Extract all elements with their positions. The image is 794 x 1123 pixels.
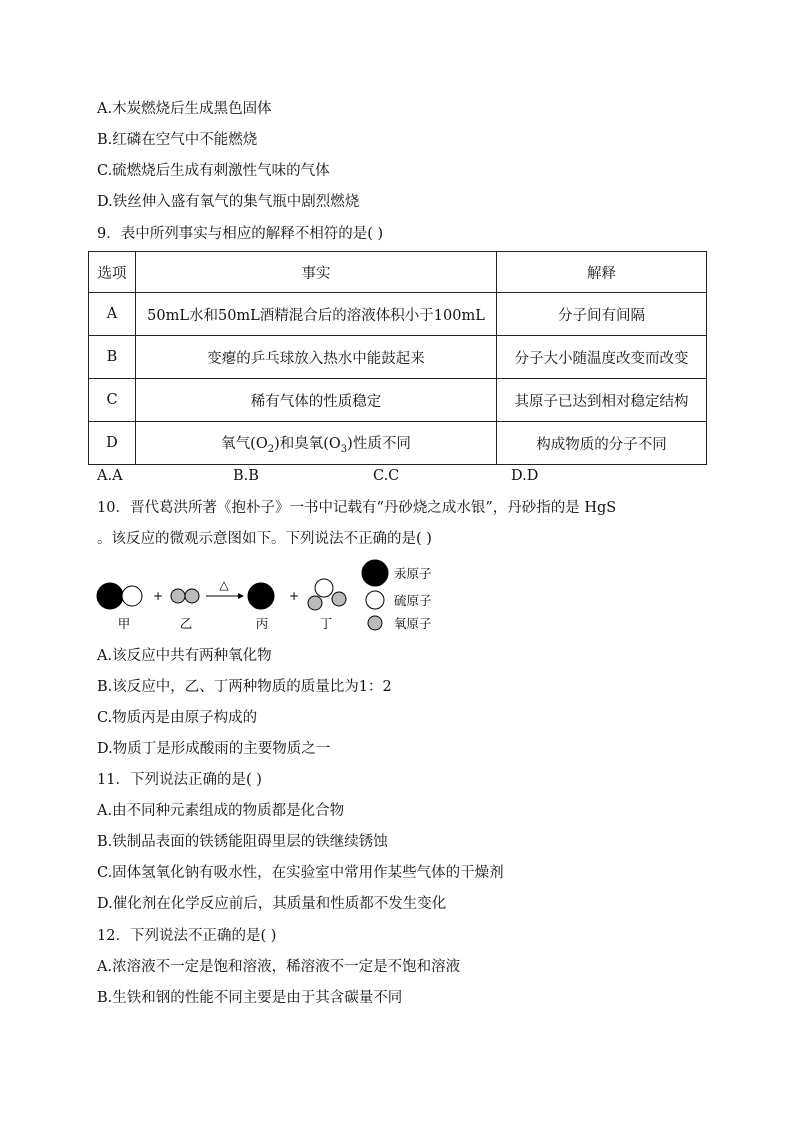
table-row (89, 293, 707, 336)
q9-answers (97, 468, 617, 486)
q12-stem: 12．下列说法不正确的是( ) (97, 928, 277, 944)
q12-option-b: B.生铁和钢的性能不同主要是由于其含碳量不同 (97, 990, 403, 1006)
q10-stem-line1: 10．晋代葛洪所著《抱朴子》一书中记载有“丹砂烧之成水银”，丹砂指的是 HgS (97, 500, 617, 516)
label-ding: 丁 (319, 616, 333, 631)
q11-option-a: A.由不同种元素组成的物质都是化合物 (97, 803, 345, 819)
plus-sign: + (152, 589, 164, 603)
q10-option-c: C.物质丙是由原子构成的 (97, 710, 258, 726)
q9-answer-a: A.A (97, 468, 123, 484)
row-option: A (89, 293, 136, 336)
q8-option-a: A.木炭燃烧后生成黑色固体 (97, 101, 272, 117)
q9-table (88, 251, 707, 465)
reaction-diagram (90, 556, 450, 636)
q9-answer-d: D.D (511, 468, 539, 484)
row-option: B (89, 336, 136, 379)
label-bing: 丙 (255, 616, 269, 631)
legend-mercury-icon (362, 560, 388, 586)
row-fact: 50mL水和50mL酒精混合后的溶液体积小于100mL (136, 293, 497, 336)
q9-answer-c: C.C (373, 468, 400, 484)
ding-oxygen-atom (308, 596, 322, 610)
q12-option-a: A.浓溶液不一定是饱和溶液，稀溶液不一定是不饱和溶液 (97, 959, 461, 975)
row-option: C (89, 379, 136, 422)
q9-answer-b: B.B (233, 468, 259, 484)
q10-option-a: A.该反应中共有两种氧化物 (97, 648, 272, 664)
table-header-row (89, 252, 707, 293)
row-fact: 变瘪的乒乓球放入热水中能鼓起来 (136, 336, 497, 379)
row-explanation: 分子大小随温度改变而改变 (497, 336, 707, 379)
row-fact: 稀有气体的性质稳定 (136, 379, 497, 422)
row-option: D (89, 422, 136, 465)
header-fact: 事实 (136, 252, 497, 293)
header-option: 选项 (89, 252, 136, 293)
heat-condition: △ (219, 578, 229, 592)
legend-sulfur-label: 硫原子 (394, 593, 432, 608)
yi-oxygen-atom (171, 589, 185, 603)
table-row (89, 422, 707, 465)
legend-oxygen-icon (368, 616, 382, 630)
row-explanation: 其原子已达到相对稳定结构 (497, 379, 707, 422)
legend-mercury-label: 汞原子 (394, 566, 432, 581)
q11-option-c: C.固体氢氧化钠有吸水性，在实验室中常用作某些气体的干燥剂 (97, 865, 504, 881)
q8-option-b: B.红磷在空气中不能燃烧 (97, 132, 258, 148)
label-yi: 乙 (179, 616, 193, 631)
ding-oxygen-atom (332, 592, 346, 606)
q10-stem-line2: 。该反应的微观示意图如下。下列说法不正确的是( ) (97, 531, 432, 547)
jia-mercury-atom (97, 583, 123, 609)
q11-option-d: D.催化剂在化学反应前后，其质量和性质都不发生变化 (97, 896, 447, 912)
table-row (89, 379, 707, 422)
row-fact: 氧气$(O_2)$和臭氧$(O_3)$性质不同 (136, 422, 497, 465)
q11-stem: 11．下列说法正确的是( ) (97, 772, 262, 788)
q9-stem: 9．表中所列事实与相应的解释不相符的是( ) (97, 226, 384, 242)
legend-oxygen-label: 氧原子 (394, 616, 432, 631)
header-explanation: 解释 (497, 252, 707, 293)
yi-oxygen-atom (185, 589, 199, 603)
arrow-head-icon (238, 593, 244, 599)
plus-sign: + (288, 589, 300, 603)
ding-sulfur-atom (315, 579, 333, 597)
row-explanation: 分子间有间隔 (497, 293, 707, 336)
q8-option-c: C.硫燃烧后生成有刺激性气味的气体 (97, 163, 330, 179)
table-row (89, 336, 707, 379)
jia-sulfur-atom (122, 586, 142, 606)
q10-option-d: D.物质丁是形成酸雨的主要物质之一 (97, 741, 331, 757)
legend-sulfur-icon (366, 591, 384, 609)
bing-mercury-atom (248, 583, 274, 609)
row-explanation: 构成物质的分子不同 (497, 422, 707, 465)
label-jia: 甲 (117, 616, 131, 631)
q8-option-d: D.铁丝伸入盛有氧气的集气瓶中剧烈燃烧 (97, 194, 360, 210)
q11-option-b: B.铁制品表面的铁锈能阻碍里层的铁继续锈蚀 (97, 834, 388, 850)
q10-option-b: B.该反应中，乙、丁两种物质的质量比为1：2 (97, 679, 392, 695)
